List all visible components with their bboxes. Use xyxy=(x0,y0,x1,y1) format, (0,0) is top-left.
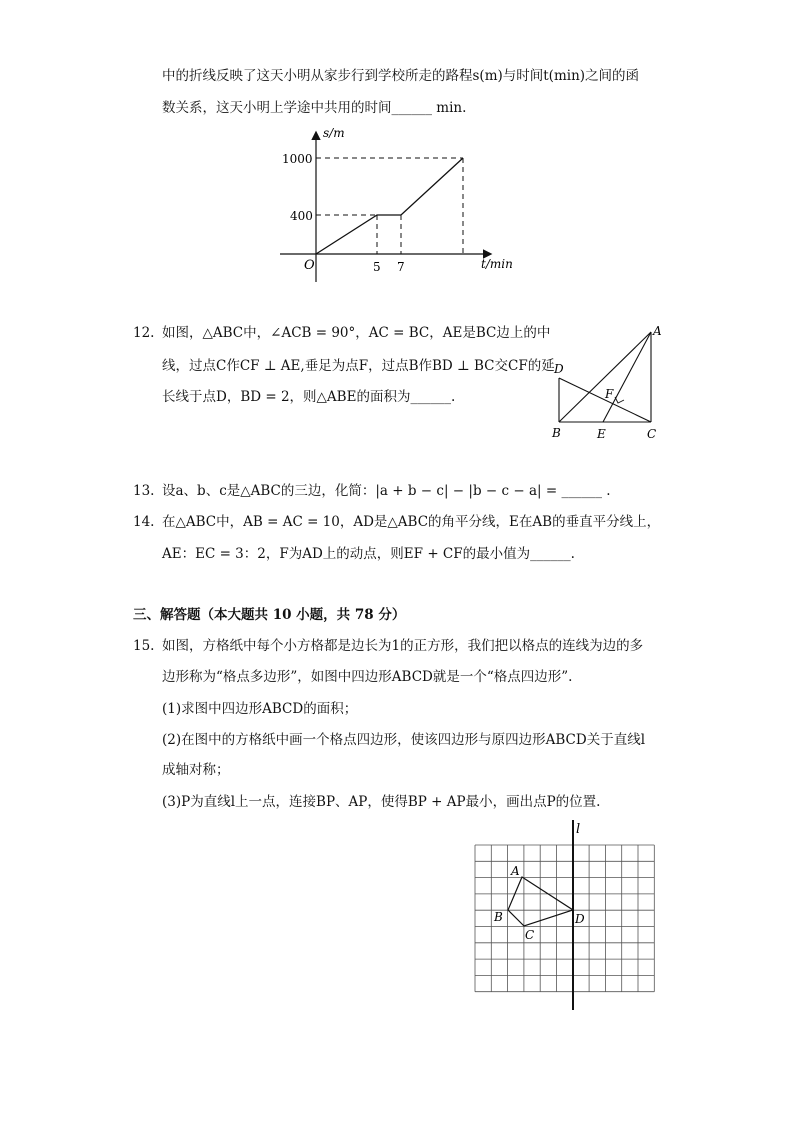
q13-number: 13. xyxy=(133,483,155,499)
triangle-figure-q12 xyxy=(545,322,670,444)
q14-line-1: 在△ABC中，AB = AC = 10，AD是△ABC的角平分线，E在AB的垂直平分线上， xyxy=(162,514,661,530)
label-F: F xyxy=(605,387,614,401)
origin-label: O xyxy=(304,258,315,273)
x-tick-5: 5 xyxy=(373,260,381,274)
label-B: B xyxy=(552,426,561,440)
q13-text: 设a、b、c是△ABC的三边，化简：|a + b − c| − |b − c − a| = ______ . xyxy=(162,483,611,499)
q15-part-2b: 成轴对称； xyxy=(162,762,230,778)
q15-part-3: (3)P为直线l上一点，连接BP、AP，使得BP + AP最小，画出点P的位置. xyxy=(162,794,601,810)
distance-polyline xyxy=(316,158,463,254)
grid-label-B: B xyxy=(494,910,503,924)
q12-number: 12. xyxy=(133,325,155,341)
label-D: D xyxy=(554,362,564,376)
label-l: l xyxy=(576,822,581,837)
y-axis-label: s/m xyxy=(323,126,345,140)
q12-line-2: 线，过点C作CF ⊥ AE,垂足为点F，过点B作BD ⊥ BC交CF的延 xyxy=(162,358,555,374)
label-A: A xyxy=(653,324,662,338)
grid-label-C: C xyxy=(525,928,535,942)
q11-line-2: 数关系，这天小明上学途中共用的时间______ min. xyxy=(162,100,467,116)
q15-line-1: 如图，方格纸中每个小方格都是边长为1的正方形，我们把以格点的连线为边的多 xyxy=(162,638,644,654)
q14-line-2: AE：EC = 3：2，F为AD上的动点，则EF + CF的最小值为______. xyxy=(162,546,575,562)
q11-line-1: 中的折线反映了这天小明从家步行到学校所走的路程s(m)与时间t(min)之间的函 xyxy=(162,68,640,84)
q15-number: 15. xyxy=(133,638,155,654)
section-3-title: 三、解答题（本大题共 10 小题，共 78 分） xyxy=(133,607,406,623)
label-E: E xyxy=(597,427,606,441)
q15-part-1: (1)求图中四边形ABCD的面积； xyxy=(162,701,358,717)
q14-number: 14. xyxy=(133,514,155,530)
grid-label-A: A xyxy=(511,864,520,878)
label-C: C xyxy=(647,427,657,441)
x-tick-7: 7 xyxy=(397,260,405,274)
q15-part-2a: (2)在图中的方格纸中画一个格点四边形，使该四边形与原四边形ABCD关于直线l xyxy=(162,732,646,748)
x-axis-label: t/min xyxy=(481,257,513,271)
grid-label-D: D xyxy=(575,912,585,926)
q12-line-1: 如图，△ABC中，∠ACB = 90°，AC = BC，AE是BC边上的中 xyxy=(162,325,551,341)
y-tick-1000: 1000 xyxy=(282,152,313,166)
q12-line-3: 长线于点D，BD = 2，则△ABE的面积为______. xyxy=(162,389,456,405)
distance-time-graph xyxy=(270,125,530,290)
lattice-grid-figure xyxy=(466,815,666,1015)
y-tick-400: 400 xyxy=(290,209,313,223)
q15-line-2: 边形称为“格点多边形”，如图中四边形ABCD就是一个“格点四边形”. xyxy=(162,669,573,685)
